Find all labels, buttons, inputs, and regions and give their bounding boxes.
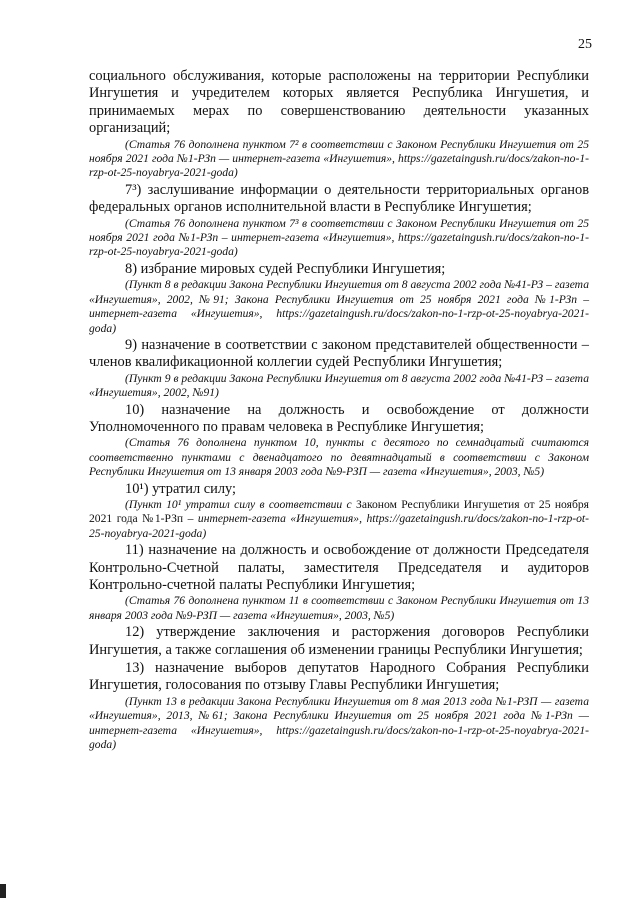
amendment-note-13: (Пункт 13 в редакции Закона Республики Ингушетия от 8 мая 2013 года №1-РЗП — газета «Ингушетия», 2013, №61; Закона Республики Ингушетия от 25 ноября 2021 года №1-РЗп — интернет-газета «Ингушетия», https://gazetaingush.ru/docs/zakon-no-1-rzp-ot-25-noyabrya-2021-goda) <box>89 694 589 752</box>
paragraph-item-10-1: 10¹) утратил силу; <box>125 480 237 497</box>
paragraph-item-7-3: 7³) заслушивание информации о деятельности территориальных органов федеральных органов исполнительной власти в Республике Ингушетия; <box>89 181 589 216</box>
amendment-note-9: (Пункт 9 в редакции Закона Республики Ингушетия от 8 августа 2002 года №41-РЗ – газета «Ингушетия», 2002, №91) <box>89 371 589 400</box>
paragraph-item-12: 12) утверждение заключения и расторжения договоров Республики Ингушетия, а также соглашения об изменении границы Республики Ингушетия; <box>89 624 589 658</box>
document-body <box>89 68 589 753</box>
paragraph-item-13: 13) назначение выборов депутатов Народного Собрания Республики Ингушетия, голосования по отзыву Главы Республики Ингушетия; <box>89 660 589 694</box>
note-italic-part: (Пункт 10¹ утратил силу в соответствии с <box>125 497 357 511</box>
paragraph-social-service-tail: социального обслуживания, которые расположены на территории Республики Ингушетия и учредителем которых является Республика Ингушетия, и принимаемых мерах по совершенствованию деятельности указанных организаций; <box>89 68 589 137</box>
amendment-note-7-2: (Статья 76 дополнена пунктом 7² в соответствии с Законом Республики Ингушетия от 25 ноября 2021 года №1-РЗп — интернет-газета «Ингушетия», https://gazetaingush.ru/docs/zakon-no-1-rzp-ot-25-noyabrya-2021-goda) <box>89 137 589 180</box>
paragraph-item-9: 9) назначение в соответствии с законом представителей общественности – членов квалификационной коллегии судей Республики Ингушетия; <box>89 336 589 371</box>
amendment-note-10-1 <box>89 498 589 541</box>
page-number: 25 <box>578 37 592 52</box>
amendment-note-8: (Пункт 8 в редакции Закона Республики Ингушетия от 8 августа 2002 года №41-РЗ – газета «Ингушетия», 2002, №91; Закона Республики Ингушетия от 25 ноября 2021 года №1-РЗп – интернет-газета «Ингушетия», https://gazetaingush.ru/docs/zakon-no-1-rzp-ot-25-noyabrya-2021-goda) <box>89 278 589 335</box>
amendment-note-7-3: (Статья 76 дополнена пунктом 7³ в соответствии с Законом Республики Ингушетия от 25 ноября 2021 года №1-РЗп – интернет-газета «Ингушетия», https://gazetaingush.ru/docs/zakon-no-1-rzp-ot-25-noyabrya-2021-goda) <box>89 216 589 259</box>
note-tail-part: – интернет-газета «Ингушетия», https://gazetaingush.ru/docs/zakon-no-1-rzp-ot-25-noyabrya-2021-goda) <box>89 512 589 540</box>
paragraph-item-8: 8) избрание мировых судей Республики Ингушетия; <box>125 260 446 277</box>
amendment-note-11: (Статья 76 дополнена пунктом 11 в соответствии с Законом Республики Ингушетия от 13 января 2003 года №9-РЗП — газета «Ингушетия», 2003, №5) <box>89 594 589 622</box>
paragraph-item-11: 11) назначение на должность и освобождение от должности Председателя Контрольно-Счетной палаты, заместителя Председателя и аудиторов Контрольно-счетной палаты Республики Ингушетия; <box>89 542 589 593</box>
amendment-note-10: (Статья 76 дополнена пунктом 10, пункты с десятого по семнадцатый считаются соответственно пунктами с двенадцатого по девятнадцатый в соответствии с Законом Республики Ингушетия от 13 января 2003 года №9-РЗП — газета «Ингушетия», 2003, №5) <box>89 436 589 479</box>
scan-edge-mark <box>0 884 6 898</box>
paragraph-item-10: 10) назначение на должность и освобождение от должности Уполномоченного по правам человека в Республике Ингушетия; <box>89 401 589 435</box>
note-upright-part: Законом Республики Ингушетия от 25 ноября 2021 года №1-РЗп <box>89 497 589 526</box>
